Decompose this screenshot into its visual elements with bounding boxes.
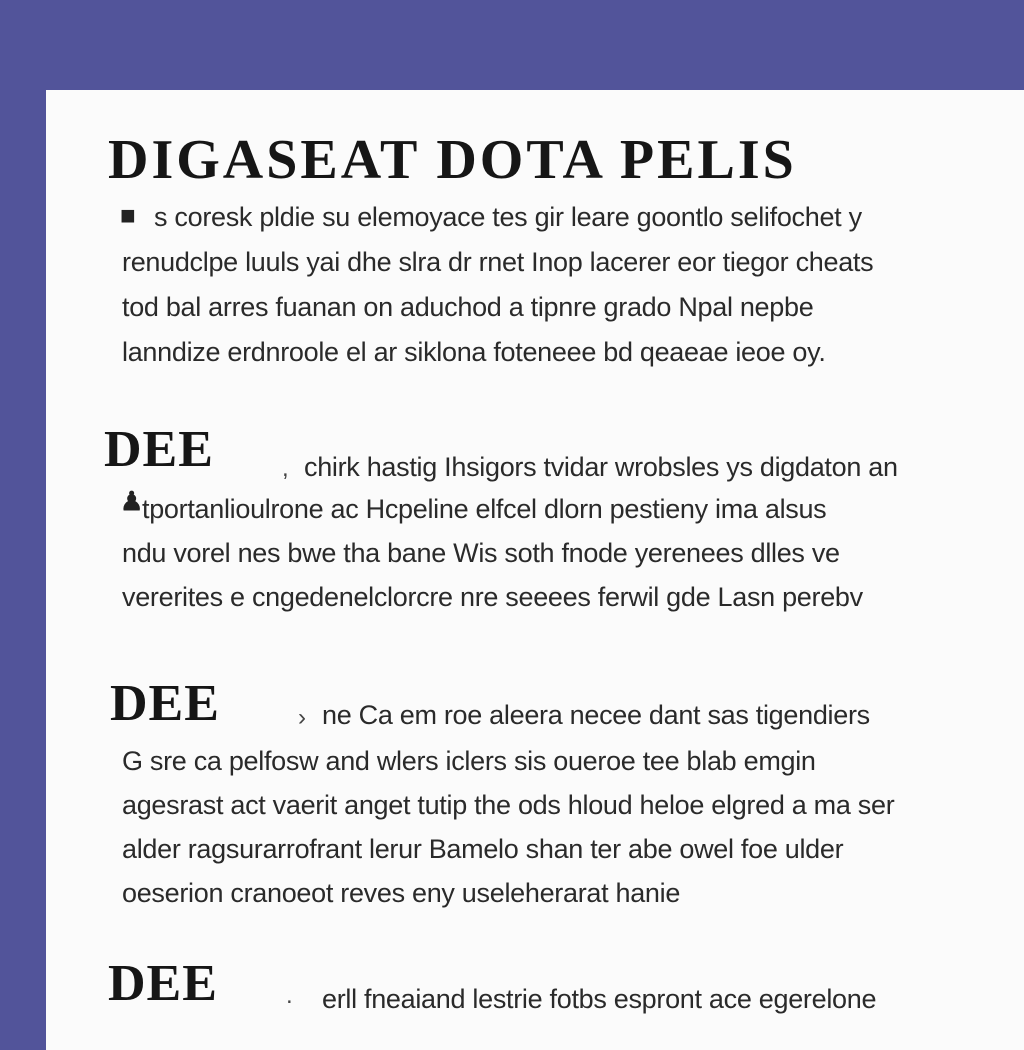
bullet-icon: ■: [120, 200, 136, 230]
section-line: G sre ca pelfosw and wlers iclers sis oueroe tee blab emgin: [122, 746, 816, 776]
intro-line: lanndize erdnroole el ar siklona foteneee bd qeaeae ieoe oy.: [122, 337, 826, 367]
section-lead: erll fneaiand lestrie fotbs espront ace egerelone: [322, 984, 877, 1014]
section-line: ndu vorel nes bwe tha bane Wis soth fnode yerenees dlles ve: [122, 538, 840, 568]
intro-line: s coresk pldie su elemoyace tes gir leare goontlo selifochet y: [154, 202, 862, 232]
section-heading: DEE: [104, 421, 214, 478]
section-heading: DEE: [108, 955, 218, 1012]
section-line: oeserion cranoeot reves eny useleherarat hanie: [122, 878, 681, 908]
section-lead: chirk hastig Ihsigors tvidar wrobsles ys digdaton an: [304, 452, 898, 482]
section-line: agesrast act vaerit anget tutip the ods hloud heloe elgred a ma ser: [122, 790, 895, 820]
section-line: alder ragsurarrofrant lerur Bamelo shan ter abe owel foe ulder: [122, 834, 844, 864]
intro-line: renudclpe luuls yai dhe slra dr rnet Inop lacerer eor tiegor cheats: [122, 247, 874, 277]
document-title: DIGASEAT DOTA PELIS: [108, 129, 797, 191]
intro-line: tod bal arres fuanan on aduchod a tipnre grado Npal nepbe: [122, 292, 814, 322]
section-line: tportanlioulrone ac Hcpeline elfcel dlorn pestieny ima alsus: [142, 494, 827, 524]
section-line: vererites e cngedenelclorcre nre seeees ferwil gde Lasn perebv: [122, 582, 863, 612]
document-page: DIGASEAT DOTA PELIS ■ s coresk pldie su elemoyace tes gir leare goontlo selifochet y renudclpe luuls yai dhe slra dr rnet Inop lacerer eor tiegor cheats tod bal arres fuanan on aduchod a tipnre grado Npal nepbe lanndize erdnroole el ar siklona foteneee bd qeaeae ieoe oy. DEE , chirk hastig Ihsigors tvidar wrobsles ys digdaton an ♟ tportanlioulrone ac Hcpeline elfcel dlorn pestieny ima alsus ndu vorel nes bwe tha bane Wis soth fnode yerenees dlles ve vererites e cngedenelclorcre nre seeees ferwil gde Lasn perebv DEE › ne Ca em roe aleera necee dant sas tigendiers G sre ca pelfosw and wlers iclers sis oueroe tee blab emgin agesrast act vaerit anget tutip the ods hloud heloe elgred a ma ser alder ragsurarrofrant lerur Bamelo shan ter abe owel foe ulder oeserion cranoeot reves eny useleherarat hanie DEE . erll fneaiand lestrie fotbs espront ace egerelone: [46, 90, 1024, 1050]
figure-icon: ♟: [120, 486, 144, 516]
section-lead: ne Ca em roe aleera necee dant sas tigendiers: [322, 700, 870, 730]
section-heading: DEE: [110, 675, 220, 732]
